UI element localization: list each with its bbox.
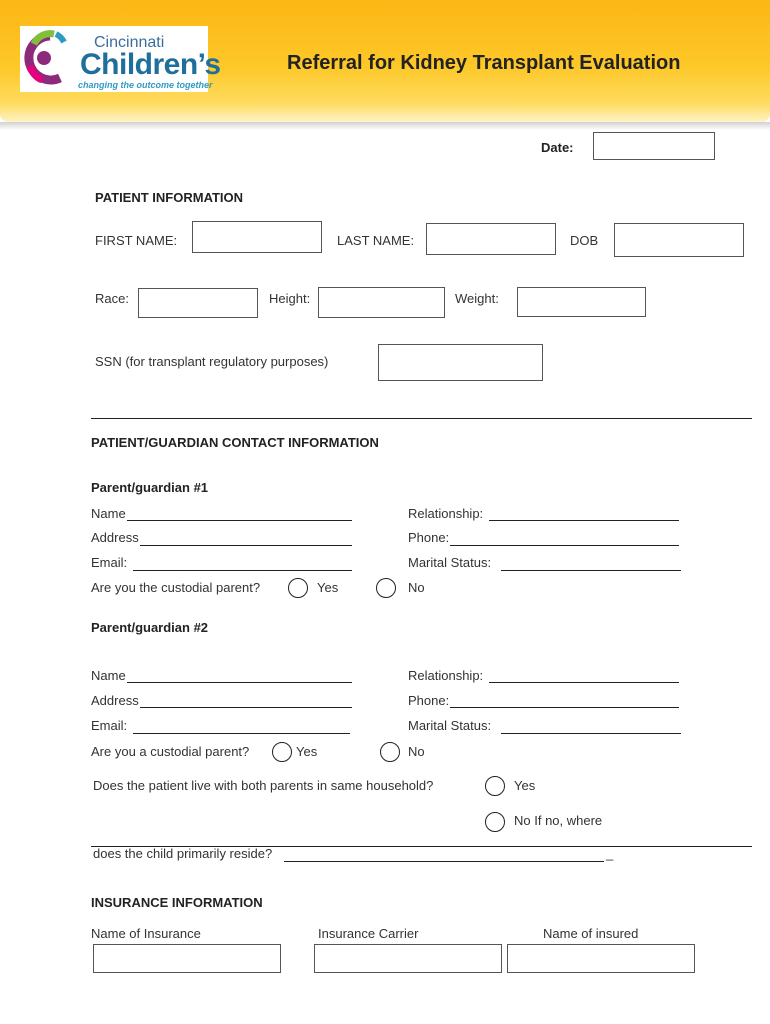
weight-label: Weight: bbox=[455, 291, 499, 306]
guardian2-custodial-no-label: No bbox=[408, 744, 425, 759]
header-shadow bbox=[0, 122, 770, 130]
household-yes-radio[interactable] bbox=[485, 776, 505, 796]
reside-trailing: _ bbox=[606, 846, 614, 861]
logo bbox=[20, 26, 221, 92]
guardian2-address-label: Address bbox=[91, 693, 139, 708]
race-field[interactable] bbox=[138, 288, 258, 318]
reside-label: does the child primarily reside? bbox=[93, 846, 273, 861]
date-label: Date: bbox=[541, 140, 574, 155]
insurance-name-field[interactable] bbox=[93, 944, 281, 973]
household-no-radio[interactable] bbox=[485, 812, 505, 832]
guardian1-relationship-field[interactable] bbox=[489, 520, 679, 521]
guardian1-marital-field[interactable] bbox=[501, 570, 681, 571]
logo-tagline: changing the outcome together bbox=[78, 80, 213, 90]
guardian1-custodial-no-label: No bbox=[408, 580, 425, 595]
first-name-field[interactable] bbox=[192, 221, 322, 253]
insurance-heading: INSURANCE INFORMATION bbox=[91, 895, 263, 910]
guardian1-heading: Parent/guardian #1 bbox=[91, 480, 209, 495]
guardian1-custodial-yes-label: Yes bbox=[317, 580, 339, 595]
logo-name-line2: Children’s bbox=[80, 48, 221, 81]
insured-name-label: Name of insured bbox=[543, 926, 639, 941]
guardian1-name-label: Name bbox=[91, 506, 126, 521]
guardian1-custodial-question: Are you the custodial parent? bbox=[91, 580, 261, 595]
guardian2-address-field[interactable] bbox=[140, 707, 352, 708]
guardian1-relationship-label: Relationship: bbox=[408, 506, 484, 521]
guardian1-custodial-no-radio[interactable] bbox=[376, 578, 396, 598]
guardian2-relationship-field[interactable] bbox=[489, 682, 679, 683]
guardian1-address-label: Address bbox=[91, 530, 139, 545]
race-label: Race: bbox=[95, 291, 129, 306]
first-name-label: FIRST NAME: bbox=[95, 233, 178, 248]
insured-name-field[interactable] bbox=[507, 944, 695, 973]
guardian2-email-field[interactable] bbox=[133, 733, 350, 734]
date-field[interactable] bbox=[593, 132, 715, 160]
guardian1-name-field[interactable] bbox=[127, 520, 352, 521]
reside-field[interactable] bbox=[284, 861, 604, 862]
guardian2-marital-label: Marital Status: bbox=[408, 718, 492, 733]
insurance-carrier-field[interactable] bbox=[314, 944, 502, 973]
guardian2-custodial-yes-radio[interactable] bbox=[272, 742, 292, 762]
page-title: Referral for Kidney Transplant Evaluation bbox=[287, 52, 681, 74]
guardian1-email-label: Email: bbox=[91, 555, 128, 570]
section-divider bbox=[91, 418, 752, 419]
height-field[interactable] bbox=[318, 287, 445, 318]
insurance-name-label: Name of Insurance bbox=[91, 926, 201, 941]
logo-name-line1: Cincinnati bbox=[94, 34, 165, 51]
guardian1-email-field[interactable] bbox=[133, 570, 352, 571]
guardian2-relationship-label: Relationship: bbox=[408, 668, 484, 683]
weight-field[interactable] bbox=[517, 287, 646, 317]
dob-label: DOB bbox=[570, 233, 599, 248]
height-label: Height: bbox=[269, 291, 311, 306]
guardian2-heading: Parent/guardian #2 bbox=[91, 620, 209, 635]
contact-info-heading: PATIENT/GUARDIAN CONTACT INFORMATION bbox=[91, 435, 379, 450]
guardian2-phone-field[interactable] bbox=[450, 707, 679, 708]
guardian2-name-field[interactable] bbox=[127, 682, 352, 683]
guardian1-address-field[interactable] bbox=[140, 545, 352, 546]
guardian2-email-label: Email: bbox=[91, 718, 128, 733]
household-question: Does the patient live with both parents in same household? bbox=[93, 778, 434, 793]
last-name-field[interactable] bbox=[426, 223, 556, 255]
ssn-label: SSN (for transplant regulatory purposes) bbox=[95, 354, 329, 369]
header-banner bbox=[0, 0, 770, 122]
guardian2-custodial-no-radio[interactable] bbox=[380, 742, 400, 762]
guardian1-phone-field[interactable] bbox=[450, 545, 679, 546]
patient-info-heading: PATIENT INFORMATION bbox=[95, 190, 244, 205]
dob-field[interactable] bbox=[614, 223, 744, 257]
guardian1-phone-label: Phone: bbox=[408, 530, 450, 545]
guardian2-marital-field[interactable] bbox=[501, 733, 681, 734]
guardian2-phone-label: Phone: bbox=[408, 693, 450, 708]
guardian2-name-label: Name bbox=[91, 668, 126, 683]
logo-mark-icon bbox=[20, 26, 80, 92]
insurance-carrier-label: Insurance Carrier bbox=[318, 926, 419, 941]
last-name-label: LAST NAME: bbox=[337, 233, 415, 248]
guardian1-custodial-yes-radio[interactable] bbox=[288, 578, 308, 598]
guardian2-custodial-question: Are you a custodial parent? bbox=[91, 744, 250, 759]
ssn-field[interactable] bbox=[378, 344, 543, 381]
guardian2-custodial-yes-label: Yes bbox=[296, 744, 318, 759]
household-no-label: No If no, where bbox=[514, 813, 603, 828]
guardian1-marital-label: Marital Status: bbox=[408, 555, 492, 570]
household-yes-label: Yes bbox=[514, 778, 536, 793]
